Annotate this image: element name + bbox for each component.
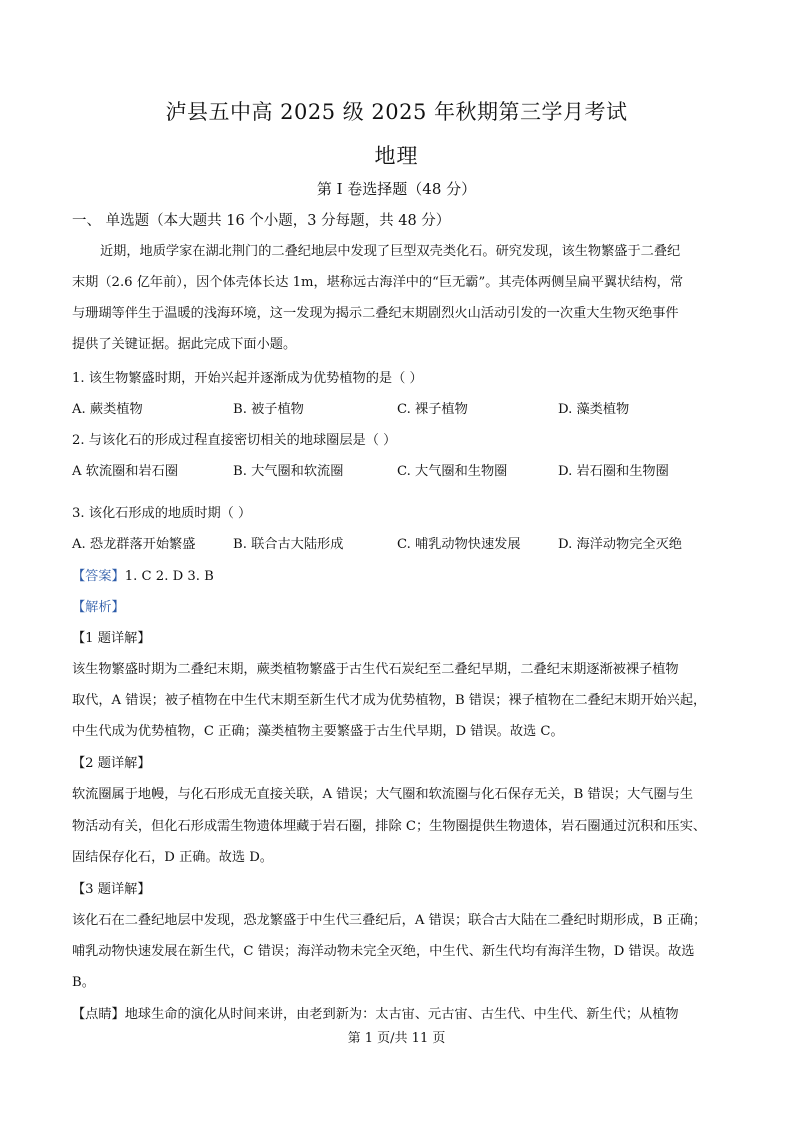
detail-2-label: 【2 题详解】	[72, 756, 151, 771]
answer-text: 1. C 2. D 3. B	[124, 569, 214, 584]
tip-text: 地球生命的演化从时间来讲，由老到新为：太古宙、元古宙、古生代、中生代、新生代；从植物	[124, 1007, 679, 1022]
detail-1-line: 中生代成为优势植物，C 正确；藻类植物主要繁盛于古生代早期，D 错误。故选 C。	[72, 724, 564, 739]
answer-label: 【答案】	[72, 569, 125, 584]
question-1-option-b: B. 被子植物	[233, 402, 304, 417]
detail-3-label: 【3 题详解】	[72, 882, 151, 897]
detail-2-line: 固结保存化石，D 正确。故选 D。	[72, 850, 273, 865]
detail-1-line: 取代，A 错误；被子植物在中生代末期至新生代才成为优势植物，B 错误；裸子植物在二叠纪末期开始兴起，	[72, 693, 707, 708]
detail-2-line: 软流圈属于地幔，与化石形成无直接关联，A 错误；大气圈和软流圈与化石保存无关，B 错误；大气圈与生	[72, 787, 694, 802]
instructions: 一、 单选题（本大题共 16 个小题，3 分每题，共 48 分）	[72, 213, 451, 229]
analysis-label: 【解析】	[72, 600, 125, 615]
question-2-option-c: C. 大气圈和生物圈	[397, 464, 508, 479]
detail-1-label: 【1 题详解】	[72, 631, 151, 646]
detail-3-line: 哺乳动物快速发展在新生代，C 错误；海洋动物未完全灭绝，中生代、新生代均有海洋生物，D 错误。故选	[72, 944, 695, 959]
question-3-option-a: A. 恐龙群落开始繁盛	[72, 537, 196, 552]
question-2-option-b: B. 大气圈和软流圈	[233, 464, 344, 479]
passage-line: 近期，地质学家在湖北荆门的二叠纪地层中发现了巨型双壳类化石。研究发现，该生物繁盛于二叠纪	[100, 244, 681, 259]
question-3-stem: 3. 该化石形成的地质时期（ ）	[72, 506, 252, 521]
question-3-option-b: B. 联合古大陆形成	[233, 537, 344, 552]
question-1-option-d: D. 藻类植物	[558, 402, 630, 417]
detail-2-line: 物活动有关，但化石形成需生物遗体埋藏于岩石圈，排除 C；生物圈提供生物遗体，岩石圈通过沉积和压实、	[72, 819, 707, 834]
passage-line: 提供了关键证据。据此完成下面小题。	[72, 337, 297, 352]
question-1-option-c: C. 裸子植物	[397, 402, 468, 417]
subject-title: 地理	[374, 144, 419, 168]
passage-line: 末期（2.6 亿年前），因个体壳体长达 1m，堪称远古海洋中的“巨无霸”。其壳体两侧呈扁平翼状结构，常	[72, 275, 684, 290]
question-2-option-a: A 软流圈和岩石圈	[72, 464, 179, 479]
section-title: 第 I 卷选择题（48 分）	[316, 180, 477, 198]
answer-row	[72, 565, 722, 584]
detail-3-line: 该化石在二叠纪地层中发现，恐龙繁盛于中生代三叠纪后，A 错误；联合古大陆在二叠纪时期形成，B 正确；	[72, 913, 707, 928]
tip-label: 【点睛】	[72, 1007, 125, 1022]
question-3-option-c: C. 哺乳动物快速发展	[397, 537, 521, 552]
detail-1-line: 该生物繁盛时期为二叠纪末期，蕨类植物繁盛于古生代石炭纪至二叠纪早期，二叠纪末期逐渐被裸子植物	[72, 662, 679, 677]
question-2-stem: 2. 与该化石的形成过程直接密切相关的地球圈层是（ ）	[72, 433, 397, 448]
passage-line: 与珊瑚等伴生于温暖的浅海环境，这一发现为揭示二叠纪末期剧烈火山活动引发的一次重大生物灭绝事件	[72, 306, 679, 321]
detail-3-line: B。	[72, 975, 95, 990]
exam-title: 泸县五中高 2025 级 2025 年秋期第三学月考试	[165, 100, 628, 124]
question-3-option-d: D. 海洋动物完全灭绝	[558, 537, 682, 552]
tip-row	[72, 1003, 722, 1022]
question-2-option-d: D. 岩石圈和生物圈	[558, 464, 669, 479]
question-1-stem: 1. 该生物繁盛时期，开始兴起并逐渐成为优势植物的是（ ）	[72, 371, 423, 386]
question-1-option-a: A. 蕨类植物	[72, 402, 143, 417]
page-footer: 第 1 页/共 11 页	[347, 1031, 446, 1046]
